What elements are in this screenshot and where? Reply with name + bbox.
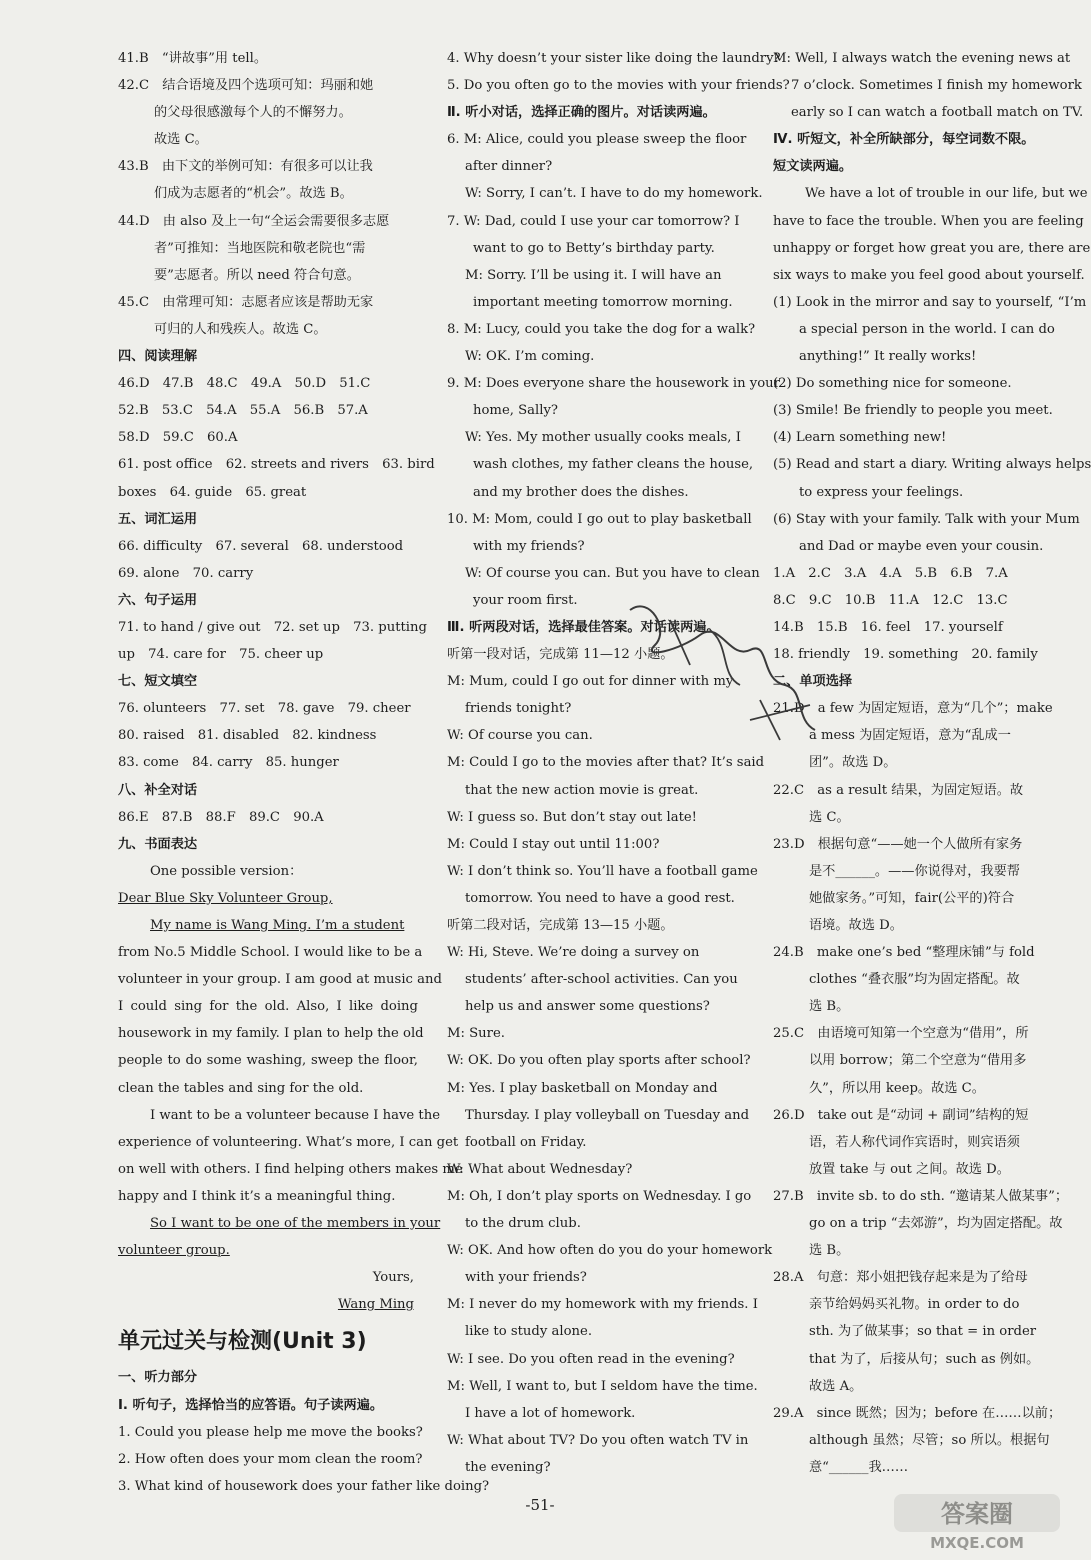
column2-line: home, Sally?: [473, 403, 558, 419]
column1-line: housework in my family. I plan to help the old: [118, 1026, 424, 1042]
column2-line: and my brother does the dishes.: [473, 484, 689, 500]
column2-line: football on Friday.: [465, 1134, 587, 1150]
column3-line: have to face the trouble. When you are feeling: [773, 213, 1084, 229]
handwritten-scribble: [610, 590, 840, 750]
column2-line: Thursday. I play volleyball on Tuesday and: [465, 1107, 750, 1123]
column1-line: on well with others. I find helping others makes me: [118, 1161, 463, 1177]
column1-line: 七、短文填空: [118, 674, 198, 690]
column2-line: help us and answer some questions?: [465, 999, 710, 1015]
column2-line: with my friends?: [473, 538, 585, 554]
column2-line: after dinner?: [465, 159, 553, 175]
column2-line: W: Of course you can. But you have to clean: [465, 565, 760, 581]
column1-line: happy and I think it’s a meaningful thing.: [118, 1188, 396, 1204]
column3-line: 23.D 根据句意“——她一个人做所有家务: [773, 836, 1023, 852]
column3-line: a special person in the world. I can do: [799, 321, 1055, 337]
column3-line: early so I can watch a football match on TV.: [791, 105, 1084, 121]
column2-line: I have a lot of homework.: [465, 1405, 636, 1421]
column3-line: (4) Learn something new!: [773, 430, 947, 446]
column1-line: 86.E 87.B 88.F 89.C 90.A: [118, 809, 324, 825]
column1-line: 一、听力部分: [118, 1370, 198, 1386]
answer-column-right: [773, 45, 1091, 1481]
column3-line: sth. 为了做某事；so that = in order: [809, 1324, 1037, 1340]
column3-line: clothes “叠衣服”均为固定搭配。故: [809, 972, 1020, 988]
column2-line: important meeting tomorrow morning.: [473, 294, 733, 310]
svg-text:答案圈: 答案圈: [941, 1500, 1013, 1528]
column2-line: like to study alone.: [465, 1324, 593, 1340]
column2-line: M: Could I go to the movies after that? It’s said: [447, 755, 765, 771]
column2-line: M: Sure.: [447, 1026, 505, 1042]
column3-line: 二、单项选择: [773, 674, 853, 690]
column2-line: 9. M: Does everyone share the housework in your: [447, 376, 780, 392]
column1-line: 单元过关与检测(Unit 3): [118, 1329, 367, 1355]
column1-line: 44.D 由 also 及上一句“全运会需要很多志愿: [118, 213, 390, 229]
column3-line: go on a trip “去郊游”，均为固定搭配。故: [809, 1216, 1063, 1232]
column2-line: wash clothes, my father cleans the house,: [473, 457, 754, 473]
column1-line: from No.5 Middle School. I would like to be a: [118, 945, 423, 961]
column3-line: (1) Look in the mirror and say to yourself, “I’m: [773, 294, 1087, 310]
column2-line: W: What about Wednesday?: [447, 1161, 633, 1177]
column3-line: anything!” It really works!: [799, 349, 977, 365]
column1-line: 58.D 59.C 60.A: [118, 430, 238, 446]
column2-line: M: Well, I want to, but I seldom have the time.: [447, 1378, 758, 1394]
column3-line: 27.B invite sb. to do sth. “邀请某人做某事”；: [773, 1188, 1069, 1204]
column1-line: 3. What kind of housework does your father like doing?: [118, 1478, 490, 1494]
column1-line: Dear Blue Sky Volunteer Group,: [118, 890, 333, 906]
column2-line: students’ after-school activities. Can you: [465, 972, 738, 988]
column1-line: 的父母很感激每个人的不懈努力。: [154, 105, 352, 121]
column1-line: 八、补全对话: [118, 782, 198, 798]
column2-line: W: I don’t think so. You’ll have a football game: [447, 863, 758, 879]
column2-line: 5. Do you often go to the movies with your friends?: [447, 78, 790, 94]
column1-line: 45.C 由常理可知：志愿者应该是帮助无家: [118, 294, 374, 310]
column3-line: 语境。故选 D。: [809, 918, 903, 933]
column2-line: Ⅱ. 听小对话，选择正确的图片。对话读两遍。: [447, 105, 716, 121]
column1-line: I want to be a volunteer because I have the: [150, 1107, 441, 1123]
column1-line: 2. How often does your mom clean the room?: [118, 1451, 423, 1467]
column2-line: W: OK. And how often do you do your homework: [447, 1243, 773, 1259]
column2-line: M: Sorry. I’ll be using it. I will have an: [465, 267, 722, 283]
column2-line: W: Of course you can.: [447, 728, 593, 744]
column2-line: 听第一段对话，完成第 11—12 小题。: [447, 647, 674, 663]
column2-line: 听第二段对话，完成第 13—15 小题。: [447, 918, 674, 933]
column1-line: Ⅰ. 听句子，选择恰当的应答语。句子读两遍。: [118, 1397, 384, 1413]
column3-line: 1.A 2.C 3.A 4.A 5.B 6.B 7.A: [773, 565, 1008, 581]
column3-line: six ways to make you feel good about yourself.: [773, 267, 1085, 283]
column3-line: Ⅳ. 听短文，补全所缺部分，每空词数不限。: [773, 132, 1035, 148]
column2-line: M: Yes. I play basketball on Monday and: [447, 1080, 718, 1096]
column3-line: 28.A 句意：郑小姐把钱存起来是为了给母: [773, 1270, 1028, 1286]
column3-line: 26.D take out 是“动词 + 副词”结构的短: [773, 1107, 1029, 1123]
column3-line: 亲节给妈妈买礼物。in order to do: [809, 1297, 1020, 1313]
column1-line: 46.D 47.B 48.C 49.A 50.D 51.C: [118, 376, 371, 392]
svg-text:MXQE.COM: MXQE.COM: [930, 1534, 1024, 1552]
column3-line: a mess 为固定短语，意为“乱成一: [809, 728, 1011, 744]
column3-line: 24.B make one’s bed “整理床铺”与 fold: [773, 945, 1035, 961]
column3-line: 久”，所以用 keep。故选 C。: [809, 1080, 985, 1096]
column3-line: and Dad or maybe even your cousin.: [799, 538, 1044, 554]
column2-line: 7. W: Dad, could I use your car tomorrow? I: [447, 213, 740, 229]
column2-line: Ⅲ. 听两段对话，选择最佳答案。对话读两遍。: [447, 619, 720, 635]
column3-line: 故选 A。: [809, 1378, 863, 1394]
column2-line: the evening?: [465, 1459, 551, 1475]
column3-line: (6) Stay with your family. Talk with your Mum: [773, 511, 1080, 527]
column3-line: 她做家务。”可知，fair(公平的)符合: [809, 890, 1015, 906]
column3-line: 以用 borrow；第二个空意为“借用多: [809, 1053, 1027, 1069]
column3-line: 22.C as a result 结果，为固定短语。故: [773, 782, 1024, 798]
column3-line: 14.B 15.B 16. feel 17. yourself: [773, 619, 1003, 635]
column2-line: W: I see. Do you often read in the evening?: [447, 1351, 735, 1367]
column3-line: 短文读两遍。: [773, 159, 853, 175]
column3-line: We have a lot of trouble in our life, but we: [805, 186, 1088, 202]
column3-line: 团”。故选 D。: [809, 755, 897, 771]
column2-line: W: What about TV? Do you often watch TV in: [447, 1432, 749, 1448]
column2-line: 10. M: Mom, could I go out to play basketball: [447, 511, 752, 527]
column1-line: 六、句子运用: [118, 592, 198, 608]
column2-line: M: Oh, I don’t play sports on Wednesday. I go: [447, 1188, 752, 1204]
column1-line: 们成为志愿者的“机会”。故选 B。: [154, 186, 353, 202]
column1-line: 83. come 84. carry 85. hunger: [118, 755, 339, 771]
column2-line: tomorrow. You need to have a good rest.: [465, 890, 735, 906]
column3-line: 7 o’clock. Sometimes I finish my homework: [791, 78, 1082, 94]
column1-line: 69. alone 70. carry: [118, 565, 254, 581]
column3-line: 18. friendly 19. something 20. family: [773, 647, 1038, 663]
watermark-logo: [892, 1490, 1062, 1552]
column1-line: volunteer group.: [118, 1243, 230, 1259]
column2-line: W: Sorry, I can’t. I have to do my homework.: [465, 186, 763, 202]
column3-line: 语，若人称代词作宾语时，则宾语须: [809, 1134, 1020, 1150]
column1-line: clean the tables and sing for the old.: [118, 1080, 364, 1096]
column1-line: 61. post office 62. streets and rivers 63. bird: [118, 457, 435, 473]
column1-line: 九、书面表达: [118, 836, 198, 852]
column3-line: that 为了，后接从句；such as 例如。: [809, 1351, 1040, 1367]
column1-line: 66. difficulty 67. several 68. understood: [118, 538, 404, 554]
column3-line: 21.D a few 为固定短语，意为“几个”；make: [773, 701, 1053, 717]
listening-script-column-middle: [447, 45, 790, 1481]
column3-line: 25.C 由语境可知第一个空意为“借用”，所: [773, 1026, 1029, 1042]
column2-line: your room first.: [473, 592, 578, 608]
column1-line: 故选 C。: [154, 132, 208, 148]
column3-line: (3) Smile! Be friendly to people you meet.: [773, 403, 1053, 419]
column1-line: 五、词汇运用: [118, 511, 198, 527]
column2-line: W: Hi, Steve. We’re doing a survey on: [447, 945, 700, 961]
column1-line: Wang Ming: [337, 1297, 414, 1313]
column2-line: M: Mum, could I go out for dinner with my: [447, 674, 734, 690]
column1-line: 52.B 53.C 54.A 55.A 56.B 57.A: [118, 403, 368, 419]
column1-line: 43.B 由下文的举例可知：有很多可以让我: [118, 159, 373, 175]
column3-line: although 虽然；尽管；so 所以。根据句: [809, 1432, 1050, 1448]
column3-line: unhappy or forget how great you are, there are: [773, 240, 1091, 256]
column2-line: to the drum club.: [465, 1216, 581, 1232]
column2-line: W: I guess so. But don’t stay out late!: [447, 809, 697, 825]
column2-line: W: OK. Do you often play sports after school?: [447, 1053, 751, 1069]
column1-line: So I want to be one of the members in your: [150, 1216, 441, 1232]
page-number: -51-: [525, 1496, 555, 1514]
column3-line: M: Well, I always watch the evening news at: [773, 51, 1071, 66]
column1-line: 42.C 结合语境及四个选项可知：玛丽和她: [118, 78, 374, 94]
column3-line: 选 B。: [809, 1243, 850, 1259]
column2-line: friends tonight?: [465, 701, 572, 717]
column3-line: 放置 take 与 out 之间。故选 D。: [809, 1161, 1010, 1177]
column3-line: (5) Read and start a diary. Writing always helps: [773, 457, 1091, 473]
column1-line: Yours,: [372, 1270, 414, 1286]
column3-line: 选 C。: [809, 809, 850, 825]
column1-line: 者”可推知：当地医院和敬老院也“需: [154, 240, 366, 256]
column3-line: (2) Do something nice for someone.: [773, 376, 1012, 392]
column1-line: 四、阅读理解: [118, 349, 198, 365]
column1-line: One possible version：: [150, 863, 303, 879]
column1-line: experience of volunteering. What’s more, I can get: [118, 1134, 459, 1150]
column2-line: 6. M: Alice, could you please sweep the floor: [447, 132, 747, 148]
column2-line: that the new action movie is great.: [465, 782, 699, 798]
column1-line: 71. to hand / give out 72. set up 73. putting: [118, 619, 427, 635]
column3-line: 选 B。: [809, 999, 850, 1015]
column2-line: M: I never do my homework with my friends. I: [447, 1297, 758, 1313]
column3-line: 29.A since 既然；因为；before 在……以前；: [773, 1405, 1062, 1421]
column1-line: people to do some washing, sweep the floor,: [118, 1053, 418, 1069]
column1-line: 76. olunteers 77. set 78. gave 79. cheer: [118, 701, 411, 717]
column3-line: 意“______我……: [809, 1459, 909, 1475]
column1-line: up 74. care for 75. cheer up: [118, 647, 324, 663]
column1-line: volunteer in your group. I am good at music and: [118, 972, 442, 988]
column1-line: I could sing for the old. Also, I like doing: [118, 999, 418, 1015]
column1-line: boxes 64. guide 65. great: [118, 484, 307, 500]
column3-line: to express your feelings.: [799, 484, 964, 500]
column2-line: 8. M: Lucy, could you take the dog for a walk?: [447, 321, 756, 337]
column2-line: W: Yes. My mother usually cooks meals, I: [465, 430, 741, 446]
column1-line: 要”志愿者。所以 need 符合句意。: [154, 267, 360, 283]
column2-line: 4. Why doesn’t your sister like doing the laundry?: [447, 51, 781, 66]
column1-line: My name is Wang Ming. I’m a student: [150, 918, 405, 933]
column3-line: 是不______。——你说得对，我要帮: [809, 863, 1020, 879]
column2-line: with your friends?: [465, 1270, 587, 1286]
column1-line: 可归的人和残疾人。故选 C。: [154, 321, 327, 337]
column1-line: 80. raised 81. disabled 82. kindness: [118, 728, 377, 744]
column2-line: want to go to Betty’s birthday party.: [473, 240, 715, 256]
column1-line: 1. Could you please help me move the books?: [118, 1424, 423, 1440]
column3-line: 8.C 9.C 10.B 11.A 12.C 13.C: [773, 592, 1008, 608]
column2-line: M: Could I stay out until 11:00?: [447, 836, 660, 852]
column1-line: 41.B “讲故事”用 tell。: [118, 51, 268, 66]
column2-line: W: OK. I’m coming.: [465, 349, 595, 365]
